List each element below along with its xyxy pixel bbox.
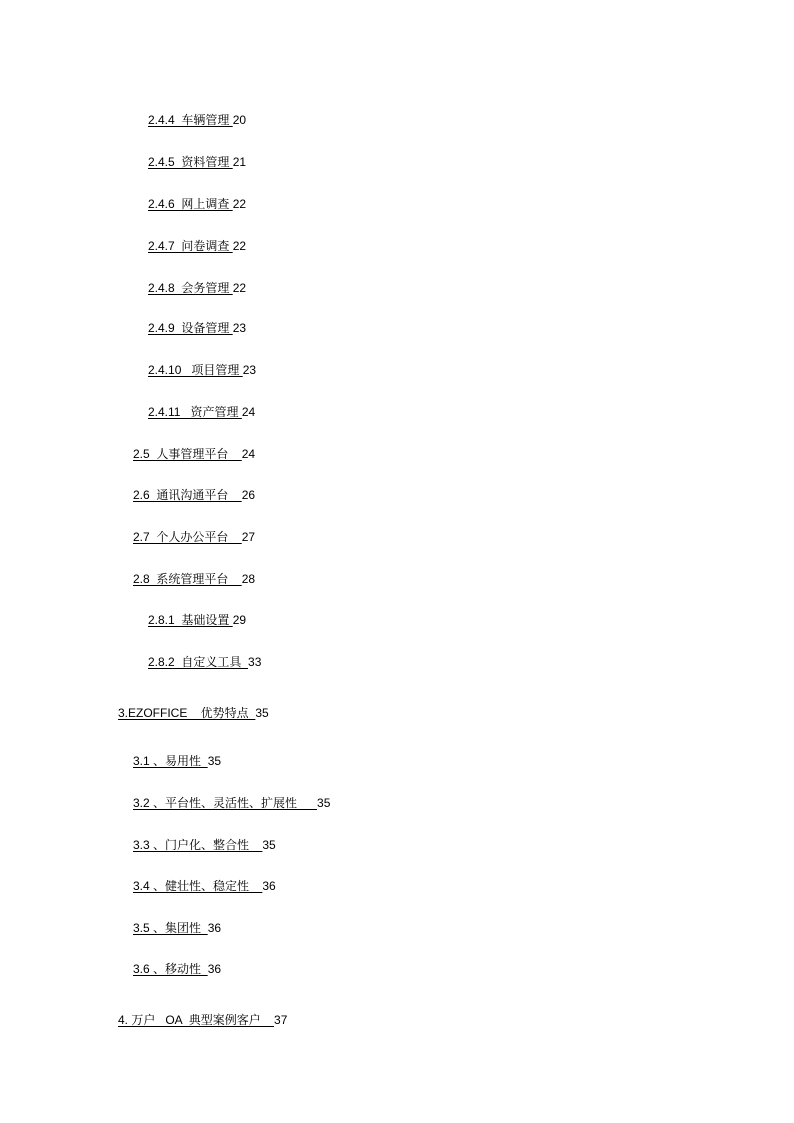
toc-entry-2-4-6[interactable]	[148, 195, 246, 213]
toc-page-number: 35	[207, 754, 222, 768]
toc-entry-3-5[interactable]	[133, 919, 221, 937]
toc-page-number: 35	[262, 838, 276, 852]
toc-entry-title[interactable]: 2.4.5 资料管理	[148, 155, 233, 169]
toc-page-number: 22	[232, 281, 247, 295]
toc-page-number: 27	[241, 530, 256, 544]
toc-page-number: 23	[232, 321, 247, 335]
toc-entry-title[interactable]: 2.4.6 网上调查	[148, 197, 233, 211]
toc-page-number: 29	[232, 613, 247, 627]
toc-entry-2-5[interactable]	[133, 445, 255, 463]
toc-page-number: 35	[317, 796, 331, 810]
toc-entry-title[interactable]: 3.EZOFFICE 优势特点	[118, 706, 256, 720]
toc-page-number: 26	[241, 488, 256, 502]
toc-entry-3-1[interactable]	[133, 752, 221, 770]
toc-entry-title[interactable]: 2.4.10 项目管理	[148, 363, 243, 377]
toc-page-number: 35	[255, 706, 269, 720]
toc-page-number: 22	[232, 197, 247, 211]
toc-entry-2-4-7[interactable]	[148, 237, 246, 255]
toc-entry-title[interactable]: 2.8.1 基础设置	[148, 613, 233, 627]
toc-entry-2-8[interactable]	[133, 570, 255, 588]
toc-page-number: 36	[207, 962, 222, 976]
toc-entry-2-8-2[interactable]	[148, 653, 261, 671]
toc-entry-title[interactable]: 2.6 通讯沟通平台	[133, 488, 242, 502]
toc-page-number: 24	[241, 447, 256, 461]
toc-entry-title[interactable]: 3.3 、门户化、整合性	[133, 838, 263, 852]
toc-entry-title[interactable]: 2.4.4 车辆管理	[148, 113, 233, 127]
toc-entry-3-3[interactable]	[133, 836, 276, 854]
toc-entry-2-4-9[interactable]	[148, 319, 246, 337]
toc-entry-title[interactable]: 2.4.8 会务管理	[148, 281, 233, 295]
toc-entry-title[interactable]: 2.4.11 资产管理	[148, 405, 242, 419]
toc-entry-2-7[interactable]	[133, 528, 255, 546]
toc-entry-title[interactable]: 2.8.2 自定义工具	[148, 655, 249, 669]
toc-entry-2-4-4[interactable]	[148, 111, 246, 129]
toc-page-number: 20	[232, 113, 247, 127]
toc-page-number: 23	[242, 363, 257, 377]
toc-entry-title[interactable]: 2.4.9 设备管理	[148, 321, 233, 335]
toc-entry-title[interactable]: 2.4.7 问卷调查	[148, 239, 233, 253]
toc-entry-title[interactable]: 3.5 、集团性	[133, 921, 208, 935]
toc-entry-3-4[interactable]	[133, 877, 276, 895]
toc-entry-title[interactable]: 3.4 、健壮性、稳定性	[133, 879, 263, 893]
toc-entry-3[interactable]	[118, 704, 269, 722]
toc-entry-2-4-5[interactable]	[148, 153, 246, 171]
toc-entry-3-2[interactable]	[133, 794, 330, 812]
toc-entry-title[interactable]: 4. 万户 OA 典型案例客户	[118, 1013, 275, 1027]
toc-entry-title[interactable]: 3.2 、平台性、灵活性、扩展性	[133, 796, 318, 810]
toc-entry-2-4-8[interactable]	[148, 279, 246, 297]
toc-page-number: 36	[207, 921, 222, 935]
toc-entry-title[interactable]: 3.6 、移动性	[133, 962, 208, 976]
toc-entry-title[interactable]: 2.8 系统管理平台	[133, 572, 242, 586]
toc-entry-2-8-1[interactable]	[148, 611, 246, 629]
toc-entry-2-4-10[interactable]	[148, 361, 256, 379]
toc-entry-2-4-11[interactable]	[148, 403, 255, 421]
toc-entry-title[interactable]: 2.7 个人办公平台	[133, 530, 242, 544]
toc-page-number: 36	[262, 879, 276, 893]
toc-page-number: 22	[232, 239, 247, 253]
toc-entry-4[interactable]	[118, 1011, 287, 1029]
toc-entry-title[interactable]: 2.5 人事管理平台	[133, 447, 242, 461]
toc-page-number: 24	[241, 405, 256, 419]
toc-entry-2-6[interactable]	[133, 486, 255, 504]
toc-page-number: 37	[274, 1013, 288, 1027]
toc-page-number: 28	[241, 572, 256, 586]
toc-page-number: 33	[248, 655, 262, 669]
toc-page-number: 21	[232, 155, 247, 169]
toc-entry-3-6[interactable]	[133, 960, 221, 978]
toc-entry-title[interactable]: 3.1 、易用性	[133, 754, 208, 768]
